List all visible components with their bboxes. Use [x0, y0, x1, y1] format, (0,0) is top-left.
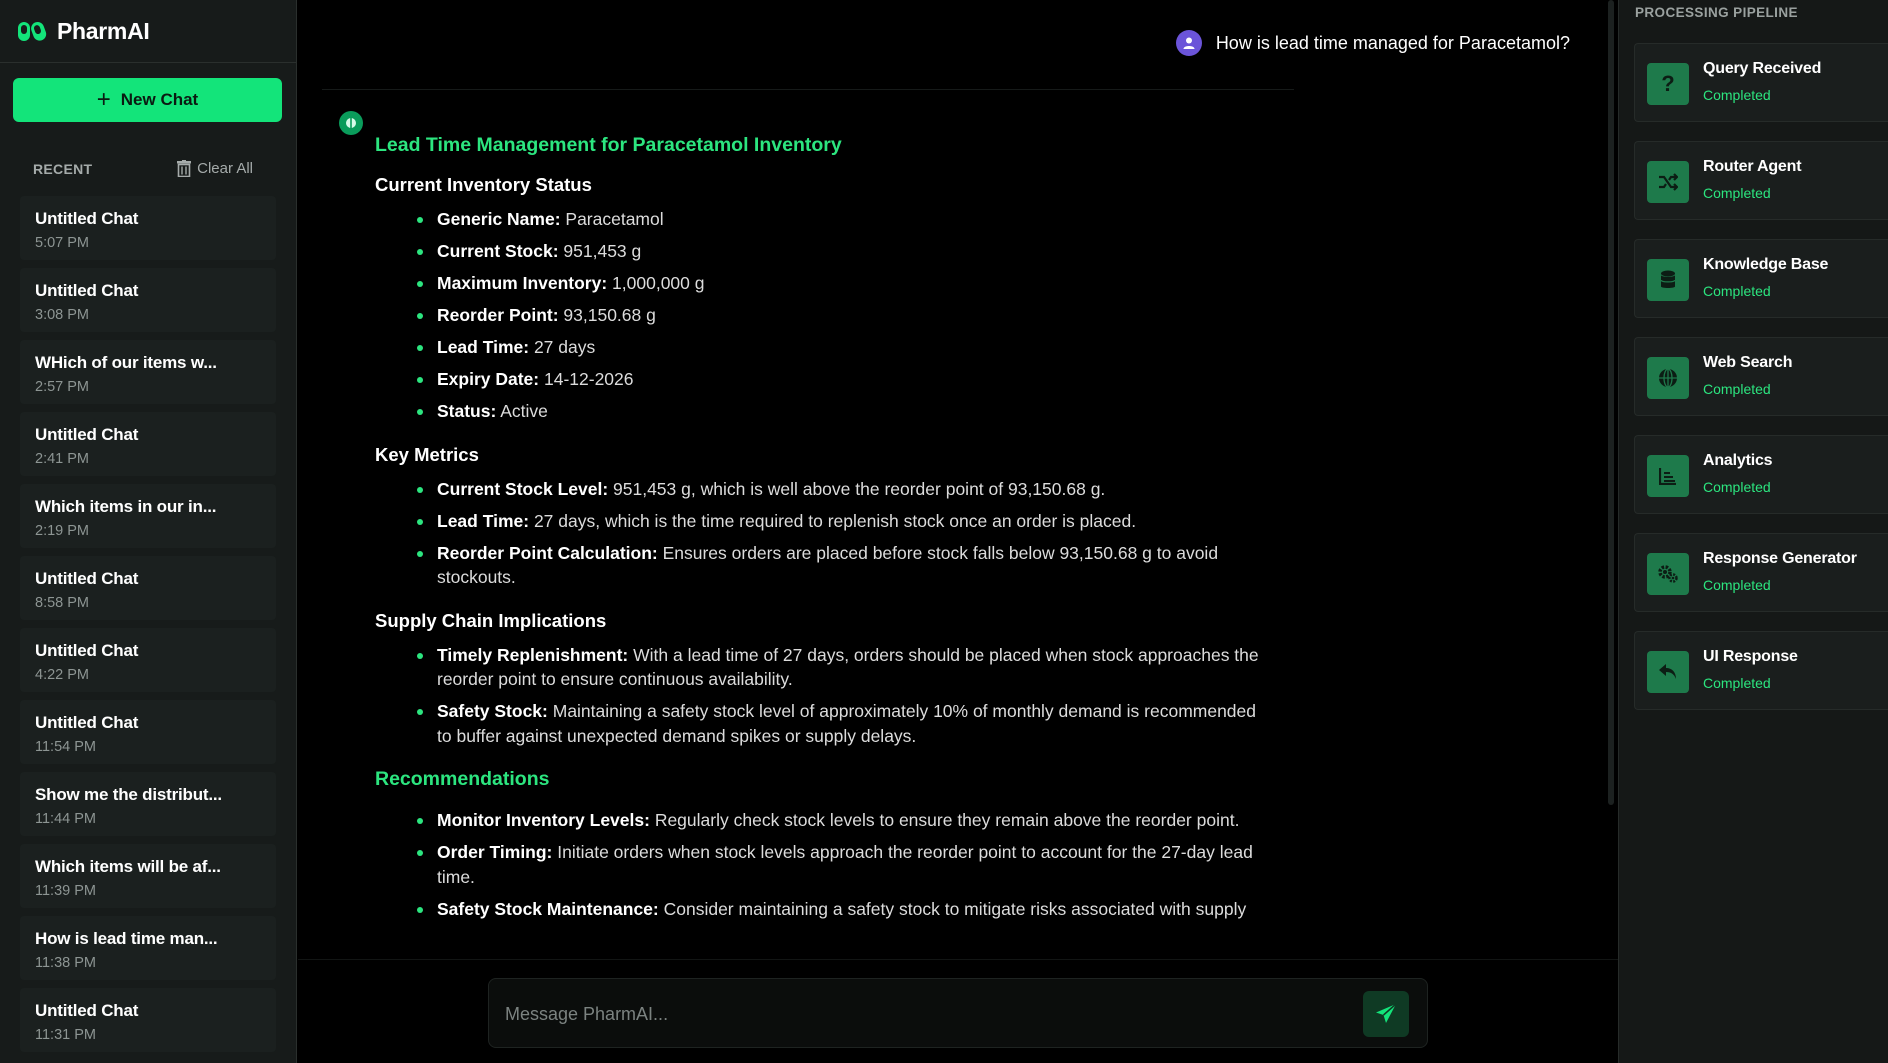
list-item	[417, 897, 1275, 922]
chat-time: 4:22 PM	[35, 667, 89, 683]
chat-time: 8:58 PM	[35, 595, 89, 611]
chat-time: 11:31 PM	[35, 1027, 96, 1043]
item-label: Maximum Inventory:	[437, 273, 608, 293]
pipeline-step	[1634, 43, 1888, 122]
step-status: Completed	[1703, 675, 1771, 691]
chat-title: Untitled Chat	[35, 569, 139, 588]
item-text: Ensures orders are placed before stock falls below 93,150.68 g to avoid stockouts.	[437, 542, 1219, 587]
answer-title: Lead Time Management for Paracetamol Inventory	[375, 134, 842, 156]
chat-title: Untitled Chat	[35, 281, 139, 300]
user-question-text: How is lead time managed for Paracetamol?	[1215, 32, 1570, 53]
chat-title: Which items will be af...	[35, 857, 221, 876]
brand-name: PharmAI	[57, 17, 150, 44]
item-label: Current Stock:	[437, 241, 559, 261]
step-status: Completed	[1703, 87, 1771, 103]
user-message	[1176, 30, 1570, 56]
database-icon	[1647, 259, 1689, 301]
item-label: Safety Stock:	[437, 701, 548, 721]
chat-title: Untitled Chat	[35, 1001, 139, 1020]
composer	[488, 978, 1428, 1048]
chat-scrollbar[interactable]	[1608, 0, 1614, 805]
step-status: Completed	[1703, 185, 1771, 201]
chat-history-item[interactable]	[20, 700, 276, 764]
chat-time: 11:38 PM	[35, 955, 96, 971]
chat-history-item[interactable]	[20, 628, 276, 692]
section-heading: Supply Chain Implications	[375, 609, 607, 631]
pipeline-step	[1634, 141, 1888, 220]
item-label: Expiry Date:	[437, 369, 540, 389]
item-label: Current Stock Level:	[437, 478, 609, 499]
trash-icon	[177, 160, 191, 177]
chat-history-item[interactable]	[20, 268, 276, 332]
bot-avatar-icon	[339, 111, 363, 135]
item-label: Generic Name:	[437, 209, 561, 229]
step-status: Completed	[1703, 283, 1771, 299]
chat-history-item[interactable]	[20, 844, 276, 908]
item-text: 14-12-2026	[539, 369, 634, 389]
step-name: Response Generator	[1703, 550, 1857, 567]
send-icon	[1375, 1003, 1397, 1025]
chat-history-item[interactable]	[20, 484, 276, 548]
recent-header	[33, 160, 253, 177]
step-name: Web Search	[1703, 354, 1793, 371]
item-label: Lead Time:	[437, 510, 530, 531]
item-text: Consider maintaining a safety stock to mitigate risks associated with supply	[658, 898, 1247, 919]
gears-icon	[1647, 553, 1689, 595]
item-text: 27 days	[529, 337, 596, 357]
pills-logo-icon	[17, 19, 47, 43]
list-item	[417, 239, 1275, 264]
chat-main	[298, 0, 1618, 1063]
step-status: Completed	[1703, 479, 1771, 495]
send-button[interactable]	[1363, 991, 1409, 1037]
item-text: Initiate orders when stock levels approach the reorder point to account for the 27-day lead time.	[437, 842, 1253, 887]
item-label: Reorder Point Calculation:	[437, 542, 658, 563]
step-name: UI Response	[1703, 648, 1798, 665]
step-name: Knowledge Base	[1703, 256, 1829, 273]
pipeline-steps	[1634, 43, 1888, 729]
chat-title: Which items in our in...	[35, 497, 217, 516]
chat-history-item[interactable]	[20, 196, 276, 260]
clear-all-label: Clear All	[197, 160, 253, 177]
step-status: Completed	[1703, 381, 1771, 397]
chat-title: WHich of our items w...	[35, 353, 217, 372]
list-item	[417, 303, 1275, 328]
list-item	[417, 699, 1275, 748]
list-item	[417, 541, 1275, 590]
chat-title: Untitled Chat	[35, 713, 139, 732]
section-heading: Recommendations	[375, 768, 550, 790]
item-label: Lead Time:	[437, 337, 530, 357]
chat-history-item[interactable]	[20, 556, 276, 620]
list-item	[417, 207, 1275, 232]
pipeline-step	[1634, 337, 1888, 416]
sidebar	[0, 0, 297, 1063]
pipeline-step	[1634, 631, 1888, 710]
bullet-list	[417, 477, 1275, 590]
item-text: Regularly check stock levels to ensure they remain above the reorder point.	[649, 810, 1240, 830]
step-name: Query Received	[1703, 60, 1822, 77]
bullet-list	[417, 643, 1275, 749]
chat-title: Untitled Chat	[35, 209, 139, 228]
chat-title: Untitled Chat	[35, 641, 139, 660]
chat-time: 11:44 PM	[35, 811, 96, 827]
list-item	[417, 335, 1275, 360]
item-label: Monitor Inventory Levels:	[437, 810, 650, 830]
clear-all-button[interactable]	[177, 160, 253, 177]
bullet-list	[417, 808, 1275, 921]
recent-label: RECENT	[33, 160, 93, 177]
step-name: Router Agent	[1703, 158, 1802, 175]
list-item	[417, 477, 1275, 502]
chat-time: 2:57 PM	[35, 379, 89, 395]
chat-history-item[interactable]	[20, 340, 276, 404]
chat-title: Untitled Chat	[35, 425, 139, 444]
composer-bar	[298, 959, 1618, 1063]
brand	[0, 0, 296, 63]
chat-title: How is lead time man...	[35, 929, 218, 948]
pipeline-step	[1634, 533, 1888, 612]
user-avatar-icon	[1176, 30, 1202, 56]
item-label: Status:	[437, 401, 497, 421]
chat-time: 3:08 PM	[35, 307, 89, 323]
section-heading: Current Inventory Status	[375, 174, 592, 195]
item-text: 27 days, which is the time required to replenish stock once an order is placed.	[529, 510, 1137, 531]
chat-history-item[interactable]	[20, 988, 276, 1052]
item-text: Active	[496, 401, 548, 421]
item-text: 93,150.68 g	[558, 305, 656, 325]
step-name: Analytics	[1703, 452, 1773, 469]
item-text: 951,453 g, which is well above the reorder point of 93,150.68 g.	[608, 478, 1106, 499]
list-item	[417, 271, 1275, 296]
section-heading: Key Metrics	[375, 443, 479, 465]
assistant-answer	[375, 134, 1275, 941]
item-text: With a lead time of 27 days, orders should be placed when stock approaches the reorder point to ensure continuous availability.	[437, 644, 1259, 689]
chat-title: Show me the distribut...	[35, 785, 222, 804]
chat-time: 11:39 PM	[35, 883, 96, 899]
pipeline-title: PROCESSING PIPELINE	[1635, 5, 1798, 20]
chat-time: 2:41 PM	[35, 451, 89, 467]
processing-pipeline-panel	[1618, 0, 1888, 1063]
new-chat-button[interactable]	[13, 78, 282, 122]
chat-time: 2:19 PM	[35, 523, 89, 539]
chat-history-item[interactable]	[20, 772, 276, 836]
chat-history-list	[20, 196, 276, 1060]
item-label: Safety Stock Maintenance:	[437, 898, 659, 919]
question-icon: ?	[1647, 63, 1689, 105]
item-text: 1,000,000 g	[607, 273, 705, 293]
plus-icon: +	[96, 86, 111, 113]
list-item	[417, 808, 1275, 833]
new-chat-label: New Chat	[120, 90, 199, 109]
item-label: Timely Replenishment:	[437, 644, 629, 665]
list-item	[417, 399, 1275, 424]
item-text: 951,453 g	[558, 241, 642, 261]
list-item	[417, 509, 1275, 534]
bar-chart-icon	[1647, 455, 1689, 497]
message-divider	[322, 89, 1294, 90]
globe-icon	[1647, 357, 1689, 399]
chat-history-item[interactable]	[20, 916, 276, 980]
step-status: Completed	[1703, 577, 1771, 593]
pipeline-step	[1634, 435, 1888, 514]
list-item	[417, 643, 1275, 692]
chat-time: 11:54 PM	[35, 739, 96, 755]
chat-time: 5:07 PM	[35, 235, 89, 251]
item-text: Maintaining a safety stock level of approximately 10% of monthly demand is recommended to buffer against unexpected demand spikes or supply delays.	[437, 701, 1257, 746]
list-item	[417, 840, 1275, 889]
shuffle-icon	[1647, 161, 1689, 203]
item-label: Reorder Point:	[437, 305, 559, 325]
answer-sections	[375, 174, 1275, 921]
list-item	[417, 367, 1275, 392]
chat-history-item[interactable]	[20, 412, 276, 476]
message-input[interactable]	[505, 997, 1335, 1031]
item-text: Paracetamol	[560, 209, 664, 229]
bullet-list	[417, 207, 1275, 424]
item-label: Order Timing:	[437, 842, 553, 862]
reply-icon	[1647, 651, 1689, 693]
pipeline-step	[1634, 239, 1888, 318]
